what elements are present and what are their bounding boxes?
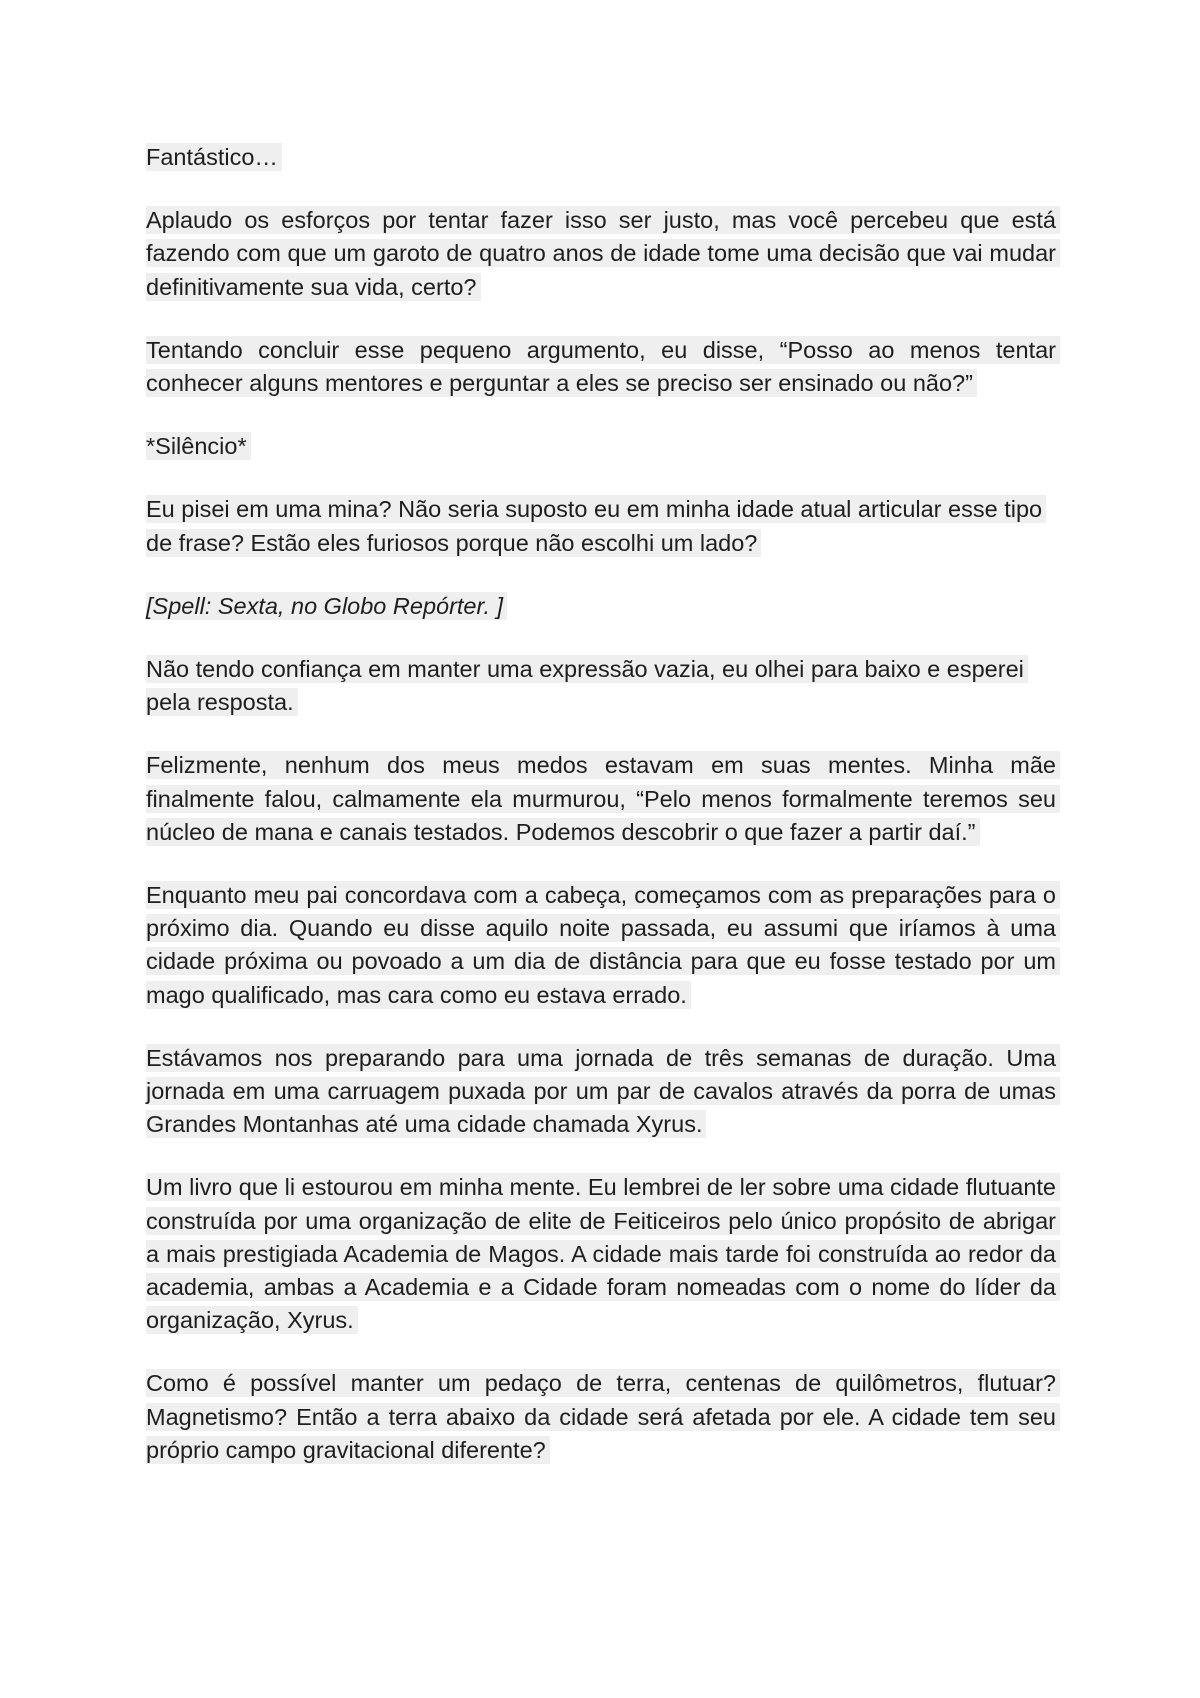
paragraph-7 [146, 653, 1060, 719]
paragraph-11 [146, 1171, 1060, 1337]
paragraph-8-text: Felizmente, nenhum dos meus medos estavam em suas mentes. Minha mãe finalmente falou, calmamente ela murmurou, “Pelo menos formalmente teremos seu núcleo de mana e canais testados. Podemos descobrir o que fazer a partir daí.” [146, 751, 1060, 845]
paragraph-5 [146, 493, 1060, 559]
paragraph-2 [146, 204, 1060, 304]
paragraph-12 [146, 1367, 1060, 1467]
paragraph-3-text: Tentando concluir esse pequeno argumento, eu disse, “Posso ao menos tentar conhecer alguns mentores e perguntar a eles se preciso ser ensinado ou não?” [146, 336, 1060, 397]
paragraph-3 [146, 334, 1060, 400]
paragraph-11-text: Um livro que li estourou em minha mente. Eu lembrei de ler sobre uma cidade flutuante construída por uma organização de elite de Feiticeiros pelo único propósito de abrigar a mais prestigiada Academia de Magos. A cidade mais tarde foi construída ao redor da academia, ambas a Academia e a Cidade foram nomeadas com o nome do líder da organização, Xyrus. [146, 1173, 1060, 1334]
paragraph-2-text: Aplaudo os esforços por tentar fazer isso ser justo, mas você percebeu que está fazendo com que um garoto de quatro anos de idade tome uma decisão que vai mudar definitivamente sua vida, certo? [146, 206, 1060, 300]
paragraph-1-text: Fantástico… [146, 143, 282, 171]
document-body [146, 141, 1060, 1497]
paragraph-10 [146, 1042, 1060, 1142]
paragraph-8 [146, 749, 1060, 849]
paragraph-9 [146, 879, 1060, 1012]
paragraph-5-text: Eu pisei em uma mina? Não seria suposto eu em minha idade atual articular esse tipo de frase? Estão eles furiosos porque não escolhi um lado? [146, 495, 1046, 556]
paragraph-12-text: Como é possível manter um pedaço de terra, centenas de quilômetros, flutuar? Magnetismo? Então a terra abaixo da cidade será afetada por ele. A cidade tem seu próprio campo gravitacional diferente? [146, 1369, 1060, 1463]
paragraph-6-spell [146, 590, 1060, 623]
paragraph-10-text: Estávamos nos preparando para uma jornada de três semanas de duração. Uma jornada em uma carruagem puxada por um par de cavalos através da porra de umas Grandes Montanhas até uma cidade chamada Xyrus. [146, 1044, 1060, 1138]
paragraph-1 [146, 141, 1060, 174]
paragraph-4-text: *Silêncio* [146, 432, 251, 460]
paragraph-7-text: Não tendo confiança em manter uma expressão vazia, eu olhei para baixo e esperei pela resposta. [146, 655, 1028, 716]
paragraph-6-text: [Spell: Sexta, no Globo Repórter. ] [146, 592, 507, 620]
paragraph-9-text: Enquanto meu pai concordava com a cabeça, começamos com as preparações para o próximo dia. Quando eu disse aquilo noite passada, eu assumi que iríamos à uma cidade próxima ou povoado a um dia de distância para que eu fosse testado por um mago qualificado, mas cara como eu estava errado. [146, 881, 1060, 1009]
paragraph-4 [146, 430, 1060, 463]
